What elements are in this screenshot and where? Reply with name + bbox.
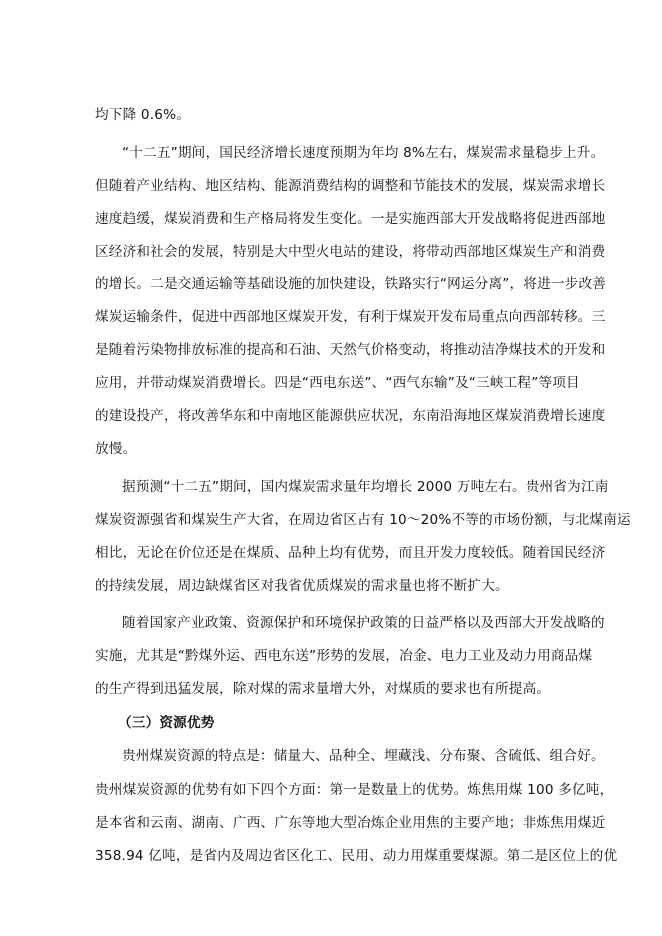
paragraph-line: 应用，并带动煤炭消费增长。四是“西电东送”、“西气东输”及“三峡工程”等项目 [95,375,580,391]
paragraph-line: 据预测“十二五”期间，国内煤炭需求量年均增长 2000 万吨左右。贵州省为江南 [122,479,609,495]
paragraph-line: 煤炭资源强省和煤炭生产大省，在周边省区占有 10～20%不等的市场份额，与北煤南运 [95,512,631,528]
section-heading: （三）资源优势 [118,715,215,731]
paragraph-line: 贵州煤炭资源的特点是：储量大、品种全、埋藏浅、分布聚、含硫低、组合好。 [122,748,605,764]
paragraph-line: 放慢。 [95,441,137,457]
paragraph-line: 但随着产业结构、地区结构、能源消费结构的调整和节能技术的发展，煤炭需求增长 [95,178,606,194]
paragraph-line: 是随着污染物排放标准的提高和石油、天然气价格变动，将推动洁净煤技术的开发和 [95,342,606,358]
paragraph-line: 区经济和社会的发展，特别是大中型火电站的建设，将带动西部地区煤炭生产和消费 [95,244,606,260]
paragraph-line: 随着国家产业政策、资源保护和环境保护政策的日益严格以及西部大开发战略的 [122,615,605,631]
paragraph-line: 煤炭运输条件，促进中西部地区煤炭开发，有利于煤炭开发布局重点向西部转移。三 [95,309,606,325]
paragraph-line: 均下降 0.6%。 [95,107,191,123]
paragraph-line: 相比，无论在价位还是在煤质、品种上均有优势，而且开发力度较低。随着国民经济 [95,545,606,561]
paragraph-line: 速度趋缓，煤炭消费和生产格局将发生变化。一是实施西部大开发战略将促进西部地 [95,211,606,227]
paragraph-line: 贵州煤炭资源的优势有如下四个方面：第一是数量上的优势。炼焦用煤 100 多亿吨， [95,782,614,798]
paragraph-line: “十二五”期间，国民经济增长速度预期为年均 8%左右，煤炭需求量稳步上升。 [122,145,605,161]
paragraph-line: 358.94 亿吨，是省内及周边省区化工、民用、动力用煤重要煤源。第二是区位上的优 [95,848,618,864]
paragraph-line: 是本省和云南、湖南、广西、广东等地大型冶炼企业用焦的主要产地；非炼焦用煤近 [95,815,606,831]
paragraph-line: 的持续发展，周边缺煤省区对我省优质煤炭的需求量也将不断扩大。 [95,578,509,594]
paragraph-line: 的生产得到迅猛发展，除对煤的需求量增大外，对煤质的要求也有所提高。 [95,681,551,697]
paragraph-line: 实施，尤其是“黔煤外运、西电东送”形势的发展，冶金、电力工业及动力用商品煤 [95,648,593,664]
paragraph-line: 的增长。二是交通运输等基础设施的加快建设，铁路实行“网运分离”，将进一步改善 [95,276,607,292]
paragraph-line: 的建设投产，将改善华东和中南地区能源供应状况，东南沿海地区煤炭消费增长速度 [95,408,606,424]
